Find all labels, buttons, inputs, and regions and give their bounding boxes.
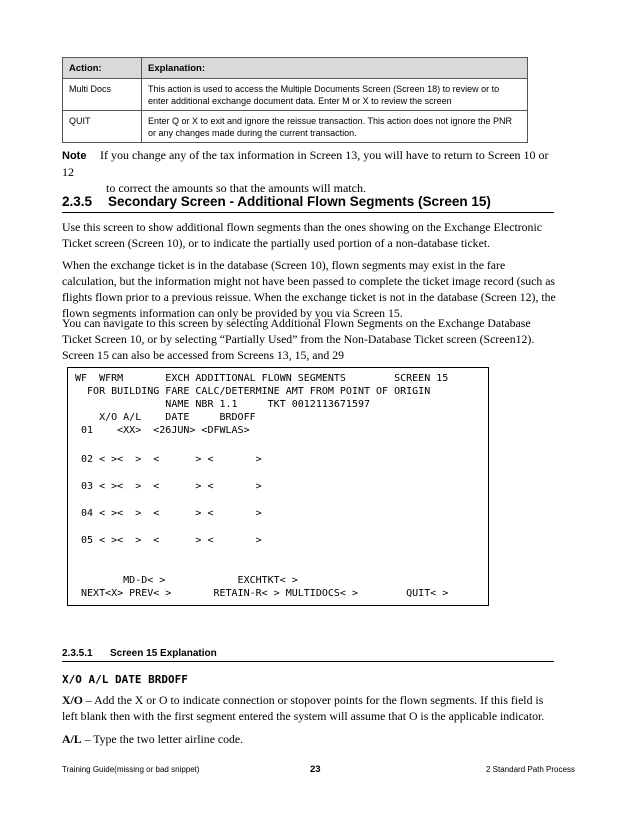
- explanation-cell: This action is used to access the Multiple Documents Screen (Screen 18) to review or to enter additional exchange document data. Enter M or X to review the screen: [142, 79, 528, 111]
- screen-line: 02 < >< > < > < >: [75, 454, 262, 465]
- note-label: Note: [62, 150, 87, 162]
- screen-line: MD-D< > EXCHTKT< >: [75, 575, 298, 586]
- paragraph: You can navigate to this screen by selecting Additional Flown Segments on the Exchange Database Ticket Screen 10, or by selecting “Partially Used” from the Non-Database Ticket screen (Screen12). Screen 15 can also be accessed from Screens 13, 15, and 29: [62, 316, 535, 362]
- footer-right: 2 Standard Path Process: [486, 765, 575, 774]
- footer-left: Training Guide(missing or bad snippet): [62, 765, 200, 774]
- explanation-cell: Enter Q or X to exit and ignore the reissue transaction. This action does not ignore the PNR or any changes made during the current transaction.: [142, 111, 528, 143]
- field-text: – Add the X or O to indicate connection or stopover points for the flown segments. If this field is left blank then with the first segment entered the system will assume that O is the applicable indicator.: [62, 693, 545, 723]
- terminal-screen: [67, 367, 489, 606]
- action-cell: Multi Docs: [63, 79, 142, 111]
- note-line-2: to correct the amounts so that the amounts will match.: [106, 181, 366, 195]
- fields-header: X/O A/L DATE BRDOFF: [62, 673, 188, 686]
- header-explanation: Explanation:: [142, 58, 528, 79]
- table-row: [63, 111, 528, 143]
- screen-line: NAME NBR 1.1 TKT 0012113671597: [75, 399, 371, 410]
- field-text: – Type the two letter airline code.: [81, 732, 244, 746]
- paragraph: When the exchange ticket is in the database (Screen 10), flown segments may exist in the fare calculation, but the information might not have been passed to complete the ticket image record (such as flights flown prior to a previous reissue. When the exchange ticket is not in the database (Screen 12), the flown segments information can only be provided by you via Screen 15.: [62, 258, 556, 320]
- subsection-number: 2.3.5.1: [62, 648, 93, 659]
- screen-line: 01 <XX> <26JUN> <DFWLAS>: [75, 425, 250, 436]
- screen-line: 03 < >< > < > < >: [75, 481, 262, 492]
- section-title: Secondary Screen - Additional Flown Segments (Screen 15): [108, 194, 491, 209]
- field-label: A/L: [62, 732, 82, 746]
- paragraph: Use this screen to show additional flown segments than the ones showing on the Exchange Electronic Ticket screen (Screen 10), or to indicate the partially used portion of a non-database ticket.: [62, 220, 542, 250]
- page-number: 23: [310, 764, 321, 775]
- section-number: 2.3.5: [62, 194, 93, 209]
- screen-line: X/O A/L DATE BRDOFF: [75, 412, 256, 423]
- table-header-row: [63, 58, 528, 79]
- screen-line: FOR BUILDING FARE CALC/DETERMINE AMT FROM POINT OF ORIGIN: [75, 386, 431, 397]
- field-description: [62, 692, 556, 724]
- screen-line: 04 < >< > < > < >: [75, 508, 262, 519]
- action-cell: QUIT: [63, 111, 142, 143]
- actions-table: [62, 57, 528, 143]
- header-action: Action:: [63, 58, 142, 79]
- screen-line: NEXT<X> PREV< > RETAIN-R< > MULTIDOCS< > QUIT< >: [75, 588, 449, 599]
- screen-line: 05 < >< > < > < >: [75, 535, 262, 546]
- note-block: [62, 147, 562, 196]
- subsection-heading: [62, 648, 554, 662]
- subsection-title: Screen 15 Explanation: [110, 648, 217, 659]
- note-line-1: If you change any of the tax information in Screen 13, you will have to return to Screen 10 or 12: [62, 148, 549, 179]
- screen-line: WF WFRM EXCH ADDITIONAL FLOWN SEGMENTS SCREEN 15: [75, 373, 449, 384]
- section-heading: [62, 194, 554, 213]
- field-description: [62, 731, 556, 747]
- field-label: X/O: [62, 693, 83, 707]
- table-row: [63, 79, 528, 111]
